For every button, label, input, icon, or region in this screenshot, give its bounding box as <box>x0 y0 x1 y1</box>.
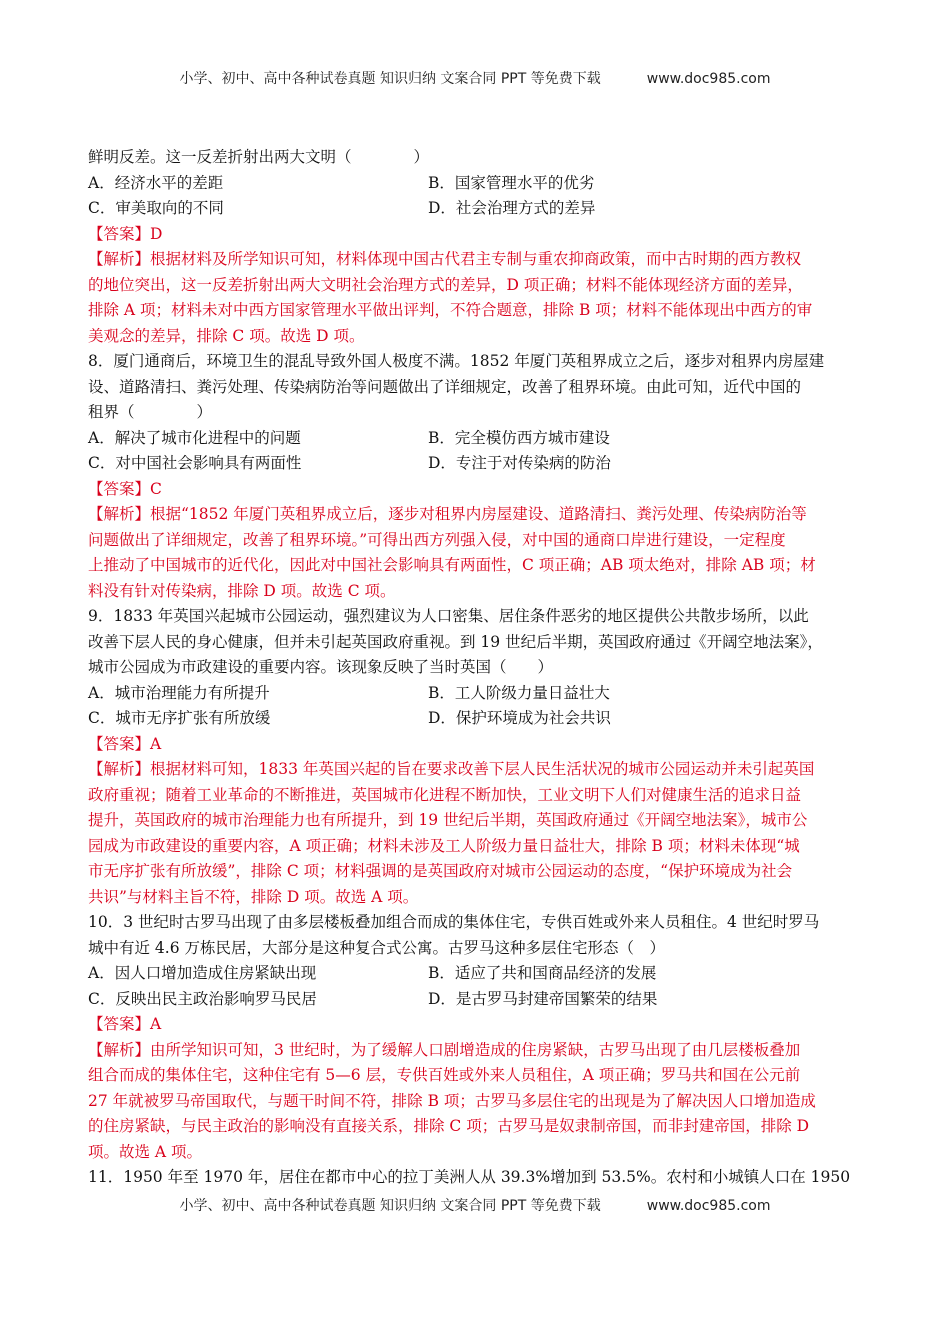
q9-options-row <box>88 681 868 707</box>
q9-analysis-line: 【解析】根据材料可知，1833 年英国兴起的旨在要求改善下层人民生活状况的城市公园运动并未引起英国 <box>88 760 815 778</box>
page-footer <box>0 1195 950 1215</box>
q8-analysis-line: 问题做出了详细规定，改善了租界环境。”可得出西方列强入侵，对中国的通商口岸进行建设，一定程度 <box>88 530 786 549</box>
q10-answer: 【答案】A <box>88 1015 162 1033</box>
q10-option-d: D．是古罗马封建帝国繁荣的结果 <box>428 989 658 1008</box>
q8-analysis-line: 【解析】根据“1852 年厦门英租界成立后，逐步对租界内房屋建设、道路清扫、粪污处理、传染病防治等 <box>88 505 807 523</box>
q9-option-c: C．城市无序扩张有所放缓 <box>88 709 271 727</box>
q10-options-row <box>88 987 868 1013</box>
q7-option-d: D．社会治理方式的差异 <box>428 199 596 217</box>
q10-option-c: C．反映出民主政治影响罗马民居 <box>88 989 317 1008</box>
q9-stem-line: 9．1833 年英国兴起城市公园运动，强烈建议为人口密集、居住条件恶劣的地区提供公共散步场所，以此 <box>88 607 809 625</box>
q9-stem-line: 改善下层人民的身心健康，但并未引起英国政府重视。到 19 世纪后半期，英国政府通过《开阔空地法案》， <box>88 632 823 651</box>
q9-option-b: B．工人阶级力量日益壮大 <box>428 683 610 702</box>
document-body <box>88 145 868 1191</box>
footer-text: 小学、初中、高中各种试卷真题 知识归纳 文案合同 PPT 等免费下载 <box>179 1198 601 1214</box>
q10-option-a: A．因人口增加造成住房紧缺出现 <box>88 964 317 982</box>
q8-stem-line: 设、道路清扫、粪污处理、传染病防治等问题做出了详细规定，改善了租界环境。由此可知，近代中国的 <box>88 377 802 396</box>
q7-options-row <box>88 171 868 197</box>
q7-analysis-line: 排除 A 项；材料未对中西方国家管理水平做出评判，不符合题意，排除 B 项；材料不能体现出中西方的审 <box>88 301 813 319</box>
q7-option-b: B．国家管理水平的优劣 <box>428 173 595 192</box>
q7-analysis-line: 的地位突出，这一反差折射出两大文明社会治理方式的差异，D 项正确；材料不能体现经济方面的差异， <box>88 275 803 294</box>
q8-options-row <box>88 451 868 477</box>
header-site-link[interactable]: www.doc985.com <box>646 71 771 87</box>
q9-answer: 【答案】A <box>88 734 162 753</box>
q9-options-row <box>88 706 868 732</box>
q9-stem-line: 城市公园成为市政建设的重要内容。该现象反映了当时英国（ ） <box>88 658 554 676</box>
header-text: 小学、初中、高中各种试卷真题 知识归纳 文案合同 PPT 等免费下载 <box>179 71 601 87</box>
q10-analysis-line: 项。故选 A 项。 <box>88 1142 203 1161</box>
q10-stem-line: 城中有近 4.6 万栋民居，大部分是这种复合式公寓。古罗马这种多层住宅形态（ ） <box>88 938 666 957</box>
q7-option-c: C．审美取向的不同 <box>88 199 224 217</box>
q8-option-b: B．完全模仿西方城市建设 <box>428 428 610 447</box>
q9-analysis-line: 提升，英国政府的城市治理能力也有所提升，到 19 世纪后半期，英国政府通过《开阔空地法案》，城市公 <box>88 811 808 829</box>
q8-stem-line: 租界（ ） <box>88 403 213 421</box>
q7-answer: 【答案】D <box>88 224 163 243</box>
page-header <box>0 68 950 88</box>
q9-analysis-line: 园成为市政建设的重要内容，A 项正确；材料未涉及工人阶级力量日益壮大，排除 B 项；材料未体现“城 <box>88 836 800 855</box>
q8-options-row <box>88 426 868 452</box>
q10-analysis-line: 的住房紧缺，与民主政治的影响没有直接关系，排除 C 项；古罗马是奴隶制帝国，而非封建帝国，排除 D <box>88 1117 810 1135</box>
q9-option-a: A．城市治理能力有所提升 <box>88 683 270 702</box>
q10-analysis-line: 27 年就被罗马帝国取代，与题干时间不符，排除 B 项；古罗马多层住宅的出现是为了解决因人口增加造成 <box>88 1091 816 1110</box>
q8-analysis-line: 料没有针对传染病，排除 D 项。故选 C 项。 <box>88 581 396 600</box>
q8-option-a: A．解决了城市化进程中的问题 <box>88 428 301 447</box>
q8-option-c: C．对中国社会影响具有两面性 <box>88 454 302 472</box>
q7-analysis-line: 美观念的差异，排除 C 项。故选 D 项。 <box>88 326 365 345</box>
q10-stem-line: 10．3 世纪时古罗马出现了由多层楼板叠加组合而成的集体住宅，专供百姓或外来人员租住。4 世纪时罗马 <box>88 913 820 931</box>
footer-site-link[interactable]: www.doc985.com <box>646 1198 771 1214</box>
q9-option-d: D．保护环境成为社会共识 <box>428 709 611 727</box>
q10-option-b: B．适应了共和国商品经济的发展 <box>428 964 657 982</box>
q8-stem-line: 8．厦门通商后，环境卫生的混乱导致外国人极度不满。1852 年厦门英租界成立之后，逐步对租界内房屋建 <box>88 352 825 370</box>
q10-analysis-line: 组合而成的集体住宅，这种住宅有 5—6 层，专供百姓或外来人员租住，A 项正确；罗马共和国在公元前 <box>88 1066 801 1084</box>
q8-option-d: D．专注于对传染病的防治 <box>428 454 611 472</box>
q9-analysis-line: 政府重视；随着工业革命的不断推进，英国城市化进程不断加快，工业文明下人们对健康生活的追求日益 <box>88 785 802 804</box>
q11-stem-line: 11．1950 年至 1970 年，居住在都市中心的拉丁美洲人从 39.3%增加到 53.5%。农村和小城镇人口在 1950 <box>88 1168 851 1186</box>
q9-analysis-line: 市无序扩张有所放缓”，排除 C 项；材料强调的是英国政府对城市公园运动的态度，“保护环境成为社会 <box>88 862 793 880</box>
q9-analysis-line: 共识”与材料主旨不符，排除 D 项。故选 A 项。 <box>88 887 419 906</box>
q10-options-row <box>88 961 868 987</box>
q7-analysis-line: 【解析】根据材料及所学知识可知，材料体现中国古代君主专制与重农抑商政策，而中古时期的西方教权 <box>88 250 802 268</box>
q7-option-a: A．经济水平的差距 <box>88 173 224 192</box>
q8-analysis-line: 上推动了中国城市的近代化，因此对中国社会影响具有两面性，C 项正确；AB 项太绝对，排除 AB 项；材 <box>88 556 816 574</box>
q7-stem-line: 鲜明反差。这一反差折射出两大文明（ ） <box>88 148 430 166</box>
q8-answer: 【答案】C <box>88 479 162 498</box>
q10-analysis-line: 【解析】由所学知识可知，3 世纪时，为了缓解人口剧增造成的住房紧缺，古罗马出现了由几层楼板叠加 <box>88 1040 801 1059</box>
q7-options-row <box>88 196 868 222</box>
